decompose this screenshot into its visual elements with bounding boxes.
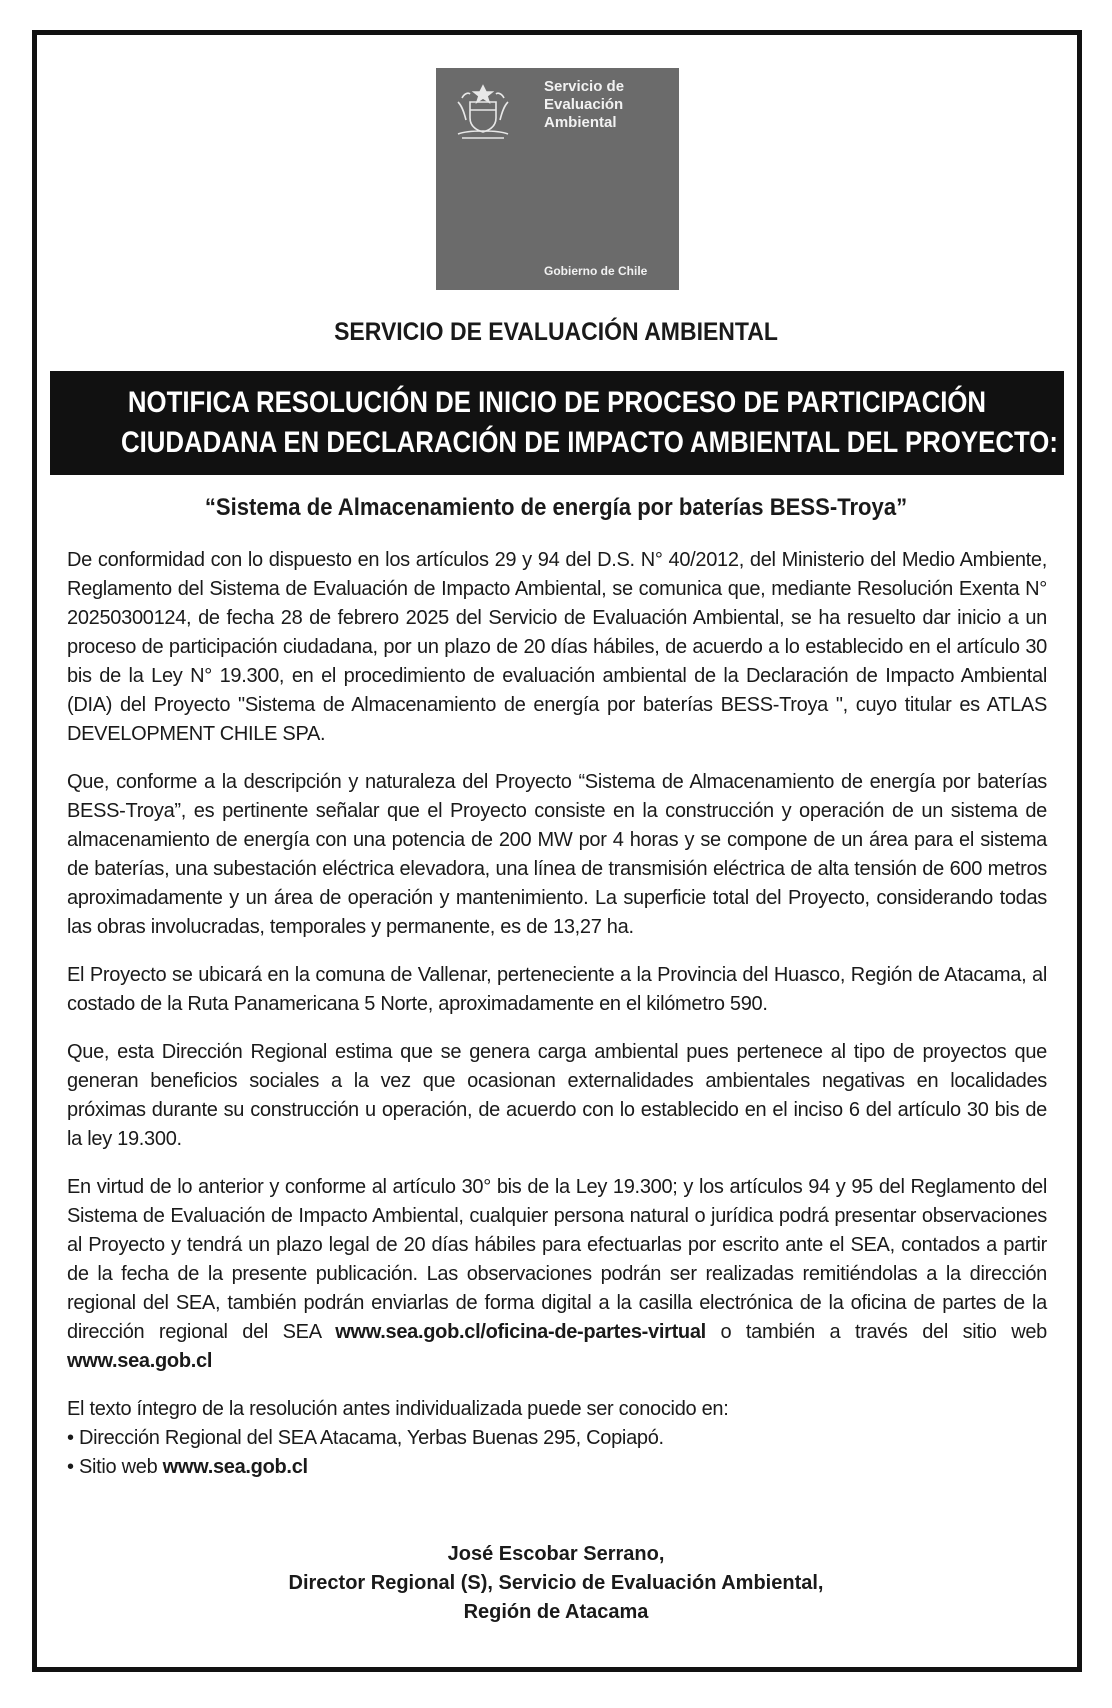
paragraph-environmental-load: Que, esta Dirección Regional estima que se genera carga ambiental pues pertenece al tipo de proyectos que generan beneficios sociales a la vez que ocasionan externalidades ambientales negativas en localidades próximas durante su construcción u operación, de acuerdo con lo establecido en el inciso 6 del artículo 30 bis de la ley 19.300. [67, 1041, 1047, 1150]
paragraph-observations [67, 1173, 1047, 1376]
link-oficina-partes[interactable]: www.sea.gob.cl/oficina-de-partes-virtual [335, 1321, 706, 1343]
signature-name: José Escobar Serrano, [447, 1543, 665, 1565]
logo-line-3: Ambiental [544, 114, 617, 131]
observations-text: En virtud de lo anterior y conforme al artículo 30° bis de la Ley 19.300; y los artículos 94 y 95 del Reglamento del Sistema de Evaluación de Impacto Ambiental, cualquier persona natural o jurídica podrá presentar observaciones al Proyecto y tendrá un plazo legal de 20 días hábiles para efectuarlas por escrito ante el SEA, contados a partir de la fecha de la presente publicación. Las observaciones podrán ser realizadas remitiéndolas a la dirección regional del SEA, también podrán enviarlas de forma digital a la casilla electrónica de la oficina de partes de la dirección regional del SEA [67, 1176, 1047, 1343]
observations-mid: o también a través del sitio web [705, 1321, 1047, 1343]
paragraph-conformity: De conformidad con lo dispuesto en los artículos 29 y 94 del D.S. N° 40/2012, del Ministerio del Medio Ambiente, Reglamento del Sistema de Evaluación de Impacto Ambiental, se comunica que, mediante Resolución Exenta N° 20250300124, de fecha 28 de febrero 2025 del Servicio de Evaluación Ambiental, se ha resuelto dar inicio a un proceso de participación ciudadana, por un plazo de 20 días hábiles, de acuerdo a lo establecido en el artículo 30 bis de la Ley N° 19.300, en el procedimiento de evaluación ambiental de la Declaración de Impacto Ambiental (DIA) del Proyecto "Sistema de Almacenamiento de energía por baterías BESS-Troya ", cuyo titular es ATLAS DEVELOPMENT CHILE SPA. [67, 549, 1047, 745]
signature-role: Director Regional (S), Servicio de Evaluación Ambiental, [288, 1572, 824, 1594]
logo-wordmark [544, 78, 624, 132]
coat-of-arms-icon [448, 80, 518, 142]
paragraph-location: El Proyecto se ubicará en la comuna de Vallenar, perteneciente a la Provincia del Huasco, Región de Atacama, al costado de la Ruta Panamericana 5 Norte, aproximadamente en el kilómetro 590. [67, 964, 1047, 1015]
sea-logo [436, 68, 679, 290]
agency-name: SERVICIO DE EVALUACIÓN AMBIENTAL [334, 318, 778, 346]
headline-line-2: CIUDADANA EN DECLARACIÓN DE IMPACTO AMBIENTAL DEL PROYECTO: [120, 426, 1058, 459]
paragraph-description: Que, conforme a la descripción y naturaleza del Proyecto “Sistema de Almacenamiento de energía por baterías BESS-Troya”, es pertinente señalar que el Proyecto consiste en la construcción y operación de un sistema de almacenamiento de energía con una potencia de 200 MW por 4 horas y se compone de un área para el sistema de baterías, una subestación eléctrica elevadora, una línea de transmisión eléctrica de alta tensión de 600 metros aproximadamente y un área de operación y mantenimiento. La superficie total del Proyecto, considerando todas las obras involucradas, temporales y permanente, es de 13,27 ha. [67, 771, 1047, 938]
logo-line-2: Evaluación [544, 96, 624, 113]
signature-block [0, 1540, 1112, 1627]
project-title: “Sistema de Almacenamiento de energía por baterías BESS-Troya” [204, 494, 908, 521]
bullet-regional-office: • Dirección Regional del SEA Atacama, Yerbas Buenas 295, Copiapó. [67, 1427, 664, 1449]
bullet-website-label: • Sitio web [67, 1456, 163, 1478]
link-sea-website[interactable]: www.sea.gob.cl [67, 1350, 213, 1372]
notice-body [67, 546, 1047, 1482]
headline-line-1: NOTIFICA RESOLUCIÓN DE INICIO DE PROCESO DE PARTICIPACIÓN [127, 386, 987, 419]
signature-region: Región de Atacama [463, 1601, 649, 1623]
logo-line-1: Servicio de [544, 78, 625, 95]
bullet-website [67, 1453, 1047, 1482]
headline-banner [50, 371, 1064, 475]
paragraph-full-text: El texto íntegro de la resolución antes individualizada puede ser conocido en: [67, 1398, 729, 1420]
link-sea-website-bullet[interactable]: www.sea.gob.cl [162, 1456, 308, 1478]
logo-footer: Gobierno de Chile [544, 264, 648, 278]
